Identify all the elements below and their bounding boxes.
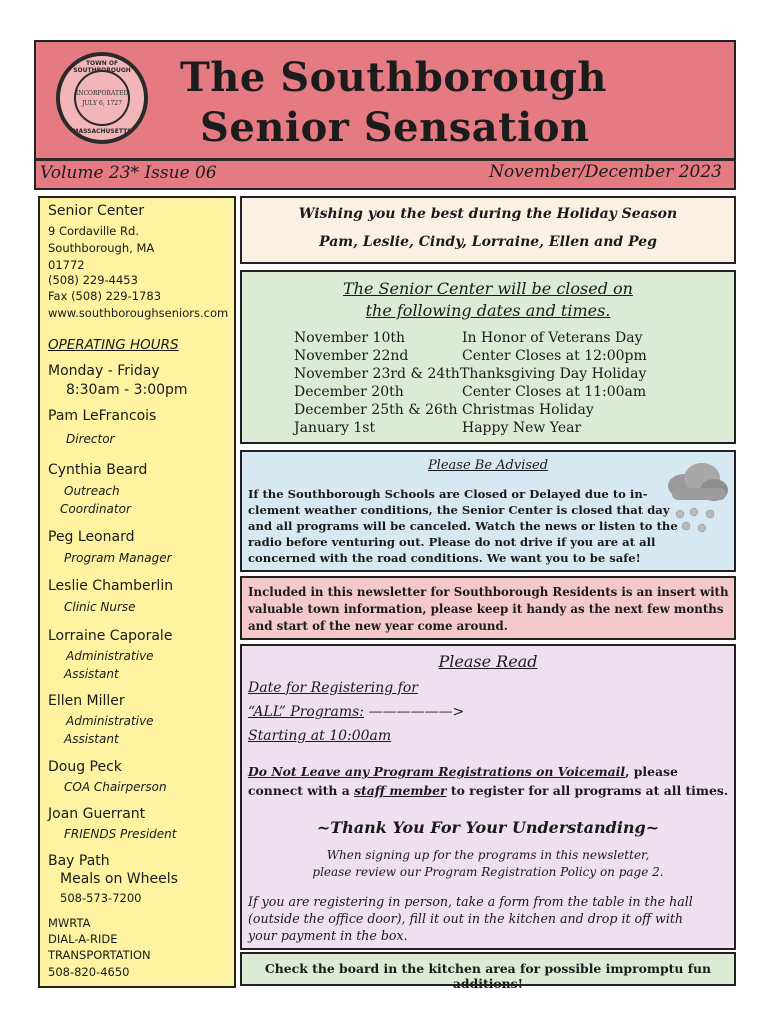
staff-role: Administrative xyxy=(66,649,154,663)
closure-note: In Honor of Veterans Day xyxy=(462,330,643,346)
staff-role: Director xyxy=(66,432,115,446)
staff-name: Pam LeFrancois xyxy=(48,408,157,424)
closure-heading-line2-text: the following dates and times xyxy=(365,301,606,320)
org-name: Senior Center xyxy=(48,203,145,219)
closure-heading-line1: The Senior Center will be closed on xyxy=(343,279,633,298)
mwrta-service-type: TRANSPORTATION xyxy=(48,948,151,962)
closure-heading xyxy=(242,278,734,322)
staff-role: FRIENDS President xyxy=(64,827,177,841)
seal-top-text: TOWN OF SOUTHBOROUGH xyxy=(73,60,131,74)
closure-date: December 20th xyxy=(294,384,404,400)
newsletter-title-line2: Senior Sensation xyxy=(200,104,590,151)
connect-rest: to register for all programs at all times. xyxy=(446,783,729,798)
staff-role: Administrative xyxy=(66,714,154,728)
advisory-heading: Please Be Advised xyxy=(427,458,549,473)
zip-code: 01772 xyxy=(48,258,85,272)
voicemail-notice xyxy=(248,764,678,779)
voicemail-warning: Do Not Leave any Program Registrations on Voicemail xyxy=(248,764,626,779)
closure-schedule-box xyxy=(240,270,736,444)
staff-name: Doug Peck xyxy=(48,759,122,775)
staff-name: Joan Guerrant xyxy=(48,806,146,822)
address-line1: 9 Cordaville Rd. xyxy=(48,224,139,238)
advisory-text: If the Southborough Schools are Closed or Delayed due to in-clement weather conditions, the Senior Center is closed that day and all programs will be canceled. Watch the news or listen to the radio before venturing out. Please do not drive if you are at all concerned with the road conditions. We want you to be safe! xyxy=(248,487,678,565)
hours-title: OPERATING HOURS xyxy=(48,337,179,353)
baypath-service: Meals on Wheels xyxy=(60,871,178,887)
seal-inner-ring xyxy=(74,70,130,126)
holiday-wishes-box xyxy=(240,196,736,264)
wish-line: Wishing you the best during the Holiday Season xyxy=(298,206,678,222)
in-person-line1: If you are registering in person, take a form from the table in the hall xyxy=(248,894,693,909)
closure-heading-line2: the following dates and times. xyxy=(365,301,611,320)
website-link[interactable]: www.southboroughseniors.com xyxy=(48,306,229,320)
staff-name: Leslie Chamberlin xyxy=(48,578,174,594)
phone: (508) 229-4453 xyxy=(48,273,138,287)
insert-text: Included in this newsletter for Southborough Residents is an insert with valuable town information, please keep it handy as the next few months and start of the new year come around. xyxy=(248,585,729,633)
weather-advisory-box xyxy=(240,450,736,572)
closure-date: December 25th & 26th xyxy=(294,402,458,418)
staff-name: Ellen Miller xyxy=(48,693,125,709)
signing-note-line2: please review our Program Registration Policy on page 2. xyxy=(312,865,664,879)
town-seal-logo xyxy=(56,52,148,144)
registration-date-label: Date for Registering for xyxy=(248,680,418,696)
closure-note: Center Closes at 12:00pm xyxy=(462,348,647,364)
board-notice-text: Check the board in the kitchen area for possible impromptu fun additions! xyxy=(264,961,712,991)
seal-bottom-text: MASSACHUSETTS xyxy=(72,128,132,135)
in-person-line3: your payment in the box. xyxy=(248,928,408,943)
wish-names: Pam, Leslie, Cindy, Lorraine, Ellen and Peg xyxy=(319,234,657,250)
closure-date: November 23rd & 24th xyxy=(294,366,460,382)
please-read-heading: Please Read xyxy=(438,652,538,671)
staff-role: Outreach xyxy=(64,484,120,498)
issue-date: November/December 2023 xyxy=(489,162,722,182)
staff-member-link: staff member xyxy=(354,783,447,798)
thank-you-banner: ~Thank You For Your Understanding~ xyxy=(316,818,660,837)
fax: Fax (508) 229-1783 xyxy=(48,289,162,303)
closure-note: Christmas Holiday xyxy=(462,402,594,418)
volume-issue: Volume 23* Issue 06 xyxy=(40,163,217,183)
connect-text: connect with a xyxy=(248,783,355,798)
staff-contact-line xyxy=(248,783,728,798)
closure-date: November 22nd xyxy=(294,348,409,364)
staff-role: Clinic Nurse xyxy=(64,600,136,614)
staff-role: Program Manager xyxy=(64,551,172,565)
mwrta-service: DIAL-A-RIDE xyxy=(48,932,118,946)
baypath-phone: 508-573-7200 xyxy=(60,891,142,905)
mwrta-phone: 508-820-4650 xyxy=(48,965,130,979)
newsletter-title-line1: The Southborough xyxy=(180,54,607,101)
registration-info-box xyxy=(240,644,736,950)
staff-name: Cynthia Beard xyxy=(48,462,148,478)
registration-start-time: Starting at 10:00am xyxy=(248,728,392,744)
mwrta-name: MWRTA xyxy=(48,916,91,930)
seal-date: JULY 6, 1727 xyxy=(82,100,122,107)
snow-cloud-icon xyxy=(664,458,730,538)
closure-note: Happy New Year xyxy=(462,420,582,436)
hours-days: Monday - Friday xyxy=(48,363,160,379)
seal-incorporated: INCORPORATED xyxy=(75,90,129,97)
staff-role: Assistant xyxy=(64,667,119,681)
staff-role: Assistant xyxy=(64,732,119,746)
sidebar-contacts xyxy=(38,196,236,988)
staff-name: Lorraine Caporale xyxy=(48,628,173,644)
closure-date: January 1st xyxy=(294,420,376,436)
kitchen-board-notice xyxy=(240,952,736,991)
header-divider xyxy=(36,158,734,161)
signing-note-line1: When signing up for the programs in this newsletter, xyxy=(326,848,650,862)
staff-role: Coordinator xyxy=(60,502,131,516)
all-programs-label: “ALL” Programs: xyxy=(248,704,365,720)
closure-note: Center Closes at 11:00am xyxy=(462,384,647,400)
staff-name: Peg Leonard xyxy=(48,529,135,545)
closure-date: November 10th xyxy=(294,330,405,346)
in-person-line2: (outside the office door), fill it out in the kitchen and drop it off with xyxy=(248,911,684,926)
closure-note: Thanksgiving Day Holiday xyxy=(460,366,647,382)
address-line2: Southborough, MA xyxy=(48,241,155,255)
staff-role: COA Chairperson xyxy=(64,780,167,794)
arrow-line: ——————> xyxy=(364,704,465,720)
hours-times: 8:30am - 3:00pm xyxy=(66,382,188,398)
town-insert-notice xyxy=(240,576,736,640)
voicemail-rest: , please xyxy=(625,764,678,779)
registration-programs-line xyxy=(248,704,464,720)
baypath-name: Bay Path xyxy=(48,853,110,869)
